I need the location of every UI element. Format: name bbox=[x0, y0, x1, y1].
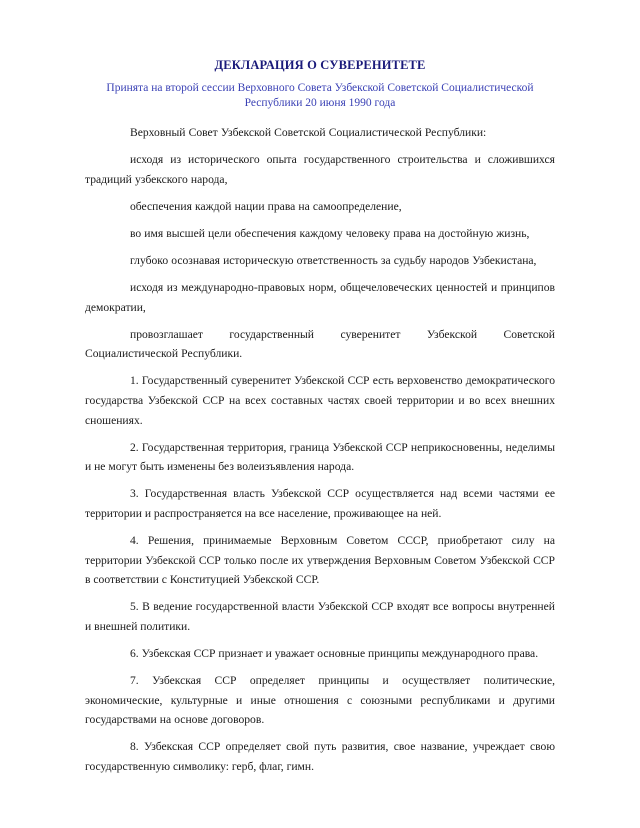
document-content bbox=[85, 0, 555, 777]
paragraph-preamble-4: глубоко осознавая историческую ответственность за судьбу народов Узбекистана, bbox=[130, 253, 537, 267]
paragraph-preamble-1: исходя из исторического опыта государственного строительства и сложившихся традиций узбекского народа, bbox=[85, 153, 555, 186]
document-subtitle: Принята на второй сессии Верховного Совета Узбекской Советской Социалистической Республики 20 июня 1990 года bbox=[106, 82, 534, 109]
paragraph-article-2: 2. Государственная территория, граница Узбекской ССР неприкосновенны, неделимы и не могут быть изменены без волеизъявления народа. bbox=[85, 440, 555, 474]
paragraph-article-3: 3. Государственная власть Узбекской ССР осуществляется над всеми частями ее территории и распространяется на все население, проживающее на ней. bbox=[85, 487, 555, 520]
paragraph-article-1: 1. Государственный суверенитет Узбекской ССР есть верховенство демократического государства Узбекской ССР на всех составных частях своей территории и во всех внешних сношениях. bbox=[85, 374, 555, 427]
paragraph-preamble-5: исходя из международно-правовых норм, общечеловеческих ценностей и принципов демократии, bbox=[85, 281, 555, 314]
paragraph-article-8: 8. Узбекская ССР определяет свой путь развития, свое название, учреждает свою государственную символику: герб, флаг, гимн. bbox=[85, 740, 555, 774]
paragraph-article-5: 5. В ведение государственной власти Узбекской ССР входят все вопросы внутренней и внешней политики. bbox=[85, 600, 555, 633]
paragraph-article-7: 7. Узбекская ССР определяет принципы и осуществляет политические, экономические, культурные и иные отношения с союзными республиками и другими государствами на основе договоров. bbox=[85, 674, 555, 727]
page-title: ДЕКЛАРАЦИЯ О СУВЕРЕНИТЕТЕ bbox=[214, 58, 426, 72]
paragraph-preamble-proclaim: провозглашает государственный суверенитет Узбекской Советской Социалистической Республики. bbox=[85, 327, 555, 361]
paragraph-article-4: 4. Решения, принимаемые Верховным Советом СССР, приобретают силу на территории Узбекской ССР только после их утверждения Верховным Советом Узбекской ССР в соответствии с Конституцией Узбекской ССР. bbox=[85, 534, 555, 587]
paragraph-preamble-intro: Верховный Совет Узбекской Советской Социалистической Республики: bbox=[130, 126, 487, 139]
paragraph-preamble-3: во имя высшей цели обеспечения каждому человеку права на достойную жизнь, bbox=[130, 226, 530, 240]
document-body bbox=[85, 110, 555, 777]
paragraph-preamble-2: обеспечения каждой нации права на самоопределение, bbox=[130, 199, 402, 213]
paragraph-article-6: 6. Узбекская ССР признает и уважает основные принципы международного права. bbox=[130, 647, 539, 661]
